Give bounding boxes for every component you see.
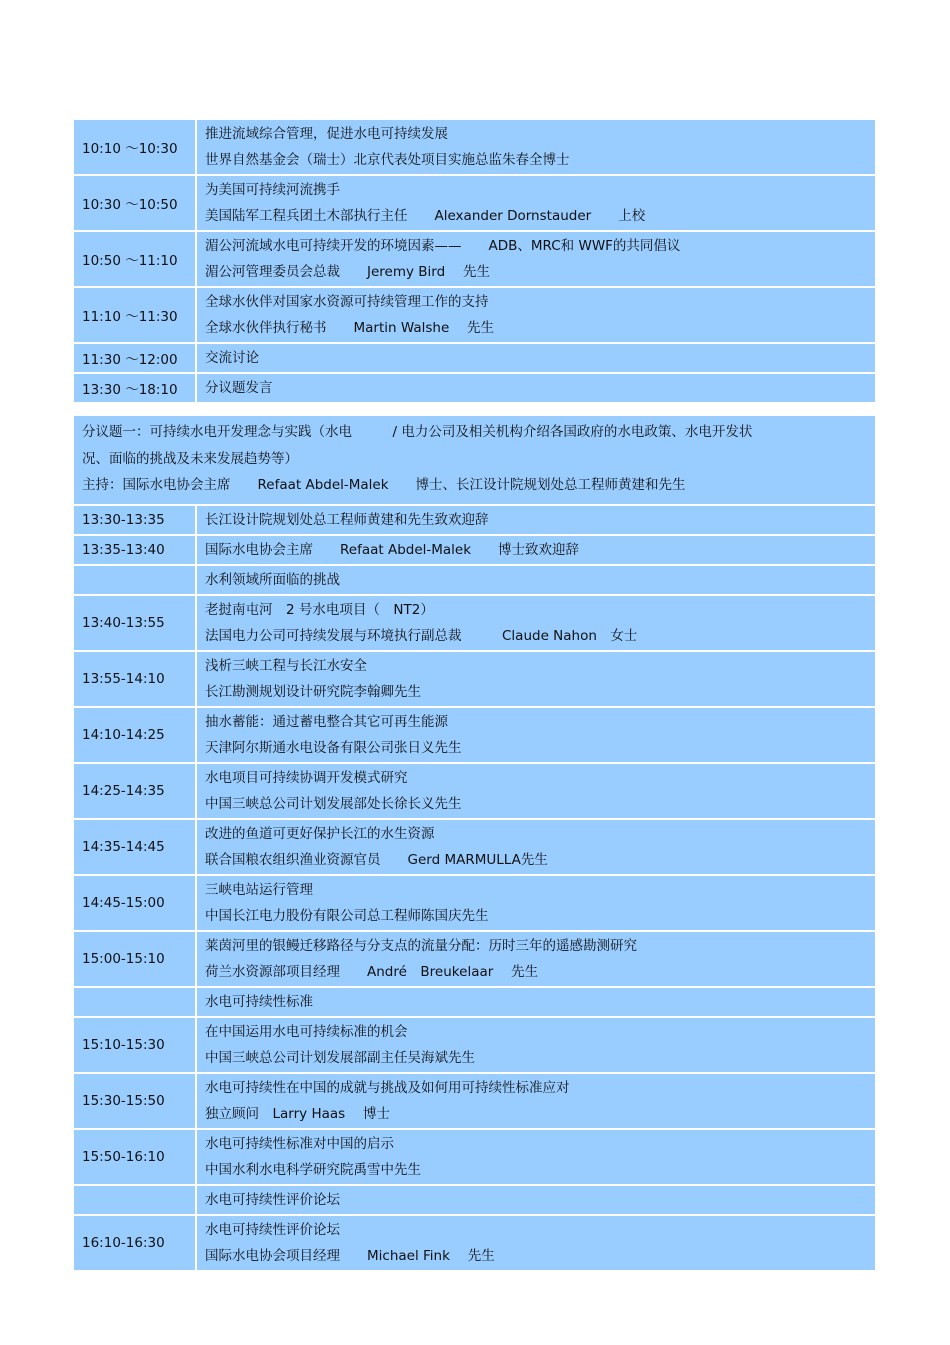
time-cell: 11:10 ～11:30: [74, 288, 195, 342]
content-line: 世界自然基金会（瑞士）北京代表处项目实施总监朱春全博士: [205, 152, 570, 168]
content-line: 抽水蓄能：通过蓄电整合其它可再生能源: [205, 713, 448, 730]
schedule-row: [74, 988, 875, 1016]
content-cell: [197, 288, 875, 342]
content-line: 中国长江电力股份有限公司总工程师陈国庆先生: [205, 907, 489, 924]
time-cell: 13:30 ～18:10: [74, 374, 195, 402]
schedule-row: [74, 1216, 875, 1270]
content-cell: [197, 1018, 875, 1072]
time-cell: 13:40-13:55: [74, 596, 195, 650]
schedule-row: [74, 120, 875, 174]
content-line: 长江勘测规划设计研究院李翰卿先生: [205, 683, 421, 700]
content-cell: [197, 596, 875, 650]
schedule-row: [74, 536, 875, 564]
schedule-row: [74, 1186, 875, 1214]
content-line: 荷兰水资源部项目经理 André Breukelaar 先生: [205, 963, 539, 980]
time-cell: 14:45-15:00: [74, 876, 195, 930]
content-line: 水电可持续性标准: [205, 993, 313, 1010]
content-cell: [197, 708, 875, 762]
content-line: 联合国粮农组织渔业资源官员 Gerd MARMULLA先生: [205, 851, 548, 868]
content-line: 交流讨论: [205, 350, 259, 366]
session-line: 分议题一：可持续水电开发理念与实践（水电 / 电力公司及相关机构介绍各国政府的水电政策、水电开发状: [82, 424, 753, 440]
session-line: 主持：国际水电协会主席 Refaat Abdel-Malek 博士、长江设计院规划处总工程师黄建和先生: [82, 477, 686, 493]
time-cell: 14:25-14:35: [74, 764, 195, 818]
schedule-row: [74, 596, 875, 650]
content-line: 全球水伙伴对国家水资源可持续管理工作的支持: [205, 294, 489, 310]
session-line: 况、面临的挑战及未来发展趋势等）: [82, 450, 298, 467]
content-line: 水利领域所面临的挑战: [205, 571, 340, 588]
content-line: 独立顾问 Larry Haas 博士: [205, 1105, 390, 1122]
content-line: 中国三峡总公司计划发展部副主任吴海斌先生: [205, 1049, 475, 1066]
time-cell: 15:30-15:50: [74, 1074, 195, 1128]
schedule-table-morning: [74, 120, 875, 404]
content-cell: [197, 932, 875, 986]
content-cell: [197, 652, 875, 706]
time-cell: [74, 566, 195, 594]
content-line: 中国水利水电科学研究院禹雪中先生: [205, 1161, 421, 1178]
schedule-row: [74, 374, 875, 402]
content-cell: [197, 374, 875, 402]
content-line: 水电项目可持续协调开发模式研究: [205, 769, 408, 786]
time-cell: 15:00-15:10: [74, 932, 195, 986]
content-line: 分议题发言: [205, 380, 273, 396]
schedule-row: [74, 506, 875, 534]
content-line: 在中国运用水电可持续标准的机会: [205, 1023, 408, 1040]
schedule-row: [74, 176, 875, 230]
content-cell: [197, 120, 875, 174]
content-line: 中国三峡总公司计划发展部处长徐长义先生: [205, 795, 462, 812]
schedule-row: [74, 566, 875, 594]
content-line: 老挝南屯河 2 号水电项目（ NT2）: [205, 601, 434, 618]
content-line: 水电可持续性标准对中国的启示: [205, 1135, 394, 1152]
content-line: 天津阿尔斯通水电设备有限公司张日义先生: [205, 739, 462, 756]
time-cell: 13:55-14:10: [74, 652, 195, 706]
schedule-table-afternoon: [74, 416, 875, 1272]
content-cell: [197, 1130, 875, 1184]
content-line: 水电可持续性在中国的成就与挑战及如何用可持续性标准应对: [205, 1079, 570, 1096]
content-line: 国际水电协会项目经理 Michael Fink 先生: [205, 1247, 495, 1264]
content-cell: [197, 988, 875, 1016]
content-line: 水电可持续性评价论坛: [205, 1221, 340, 1238]
schedule-row: [74, 820, 875, 874]
content-cell: [197, 566, 875, 594]
schedule-row: [74, 932, 875, 986]
schedule-row: [74, 232, 875, 286]
schedule-row: [74, 1074, 875, 1128]
content-cell: [197, 1216, 875, 1270]
content-line: 长江设计院规划处总工程师黄建和先生致欢迎辞: [205, 511, 489, 528]
time-cell: 13:35-13:40: [74, 536, 195, 564]
content-cell: [197, 764, 875, 818]
content-line: 为美国可持续河流携手: [205, 182, 340, 198]
content-line: 全球水伙伴执行秘书 Martin Walshe 先生: [205, 320, 495, 336]
content-cell: [197, 232, 875, 286]
content-line: 水电可持续性评价论坛: [205, 1191, 340, 1208]
time-cell: 14:10-14:25: [74, 708, 195, 762]
content-line: 推进流域综合管理，促进水电可持续发展: [205, 126, 448, 142]
content-cell: [197, 506, 875, 534]
content-cell: [197, 876, 875, 930]
content-cell: [197, 536, 875, 564]
content-cell: [197, 820, 875, 874]
schedule-row: [74, 288, 875, 342]
schedule-row: [74, 1130, 875, 1184]
schedule-row: [74, 652, 875, 706]
content-line: 改进的鱼道可更好保护长江的水生资源: [205, 825, 435, 842]
time-cell: 11:30 ～12:00: [74, 344, 195, 372]
schedule-row: [74, 708, 875, 762]
content-line: 美国陆军工程兵团土木部执行主任 Alexander Dornstauder 上校: [205, 208, 646, 224]
content-line: 莱茵河里的银鳗迁移路径与分支点的流量分配：历时三年的遥感勘测研究: [205, 937, 637, 954]
time-cell: [74, 988, 195, 1016]
content-cell: [197, 1186, 875, 1214]
content-line: 湄公河流域水电可持续开发的环境因素—— ADB、MRC和 WWF的共同倡议: [205, 238, 681, 254]
time-cell: [74, 1186, 195, 1214]
content-cell: [197, 344, 875, 372]
time-cell: 15:10-15:30: [74, 1018, 195, 1072]
time-cell: 10:10 ～10:30: [74, 120, 195, 174]
content-line: 法国电力公司可持续发展与环境执行副总裁 Claude Nahon 女士: [205, 627, 638, 644]
content-line: 湄公河管理委员会总裁 Jeremy Bird 先生: [205, 264, 490, 280]
time-cell: 14:35-14:45: [74, 820, 195, 874]
schedule-row: [74, 344, 875, 372]
content-cell: [197, 1074, 875, 1128]
schedule-row: [74, 876, 875, 930]
time-cell: 13:30-13:35: [74, 506, 195, 534]
schedule-row: [74, 1018, 875, 1072]
session-header: [74, 416, 875, 504]
time-cell: 10:50 ～11:10: [74, 232, 195, 286]
time-cell: 10:30 ～10:50: [74, 176, 195, 230]
time-cell: 15:50-16:10: [74, 1130, 195, 1184]
content-line: 国际水电协会主席 Refaat Abdel-Malek 博士致欢迎辞: [205, 541, 580, 558]
content-line: 浅析三峡工程与长江水安全: [205, 657, 367, 674]
schedule-row: [74, 764, 875, 818]
content-line: 三峡电站运行管理: [205, 881, 313, 898]
time-cell: 16:10-16:30: [74, 1216, 195, 1270]
content-cell: [197, 176, 875, 230]
